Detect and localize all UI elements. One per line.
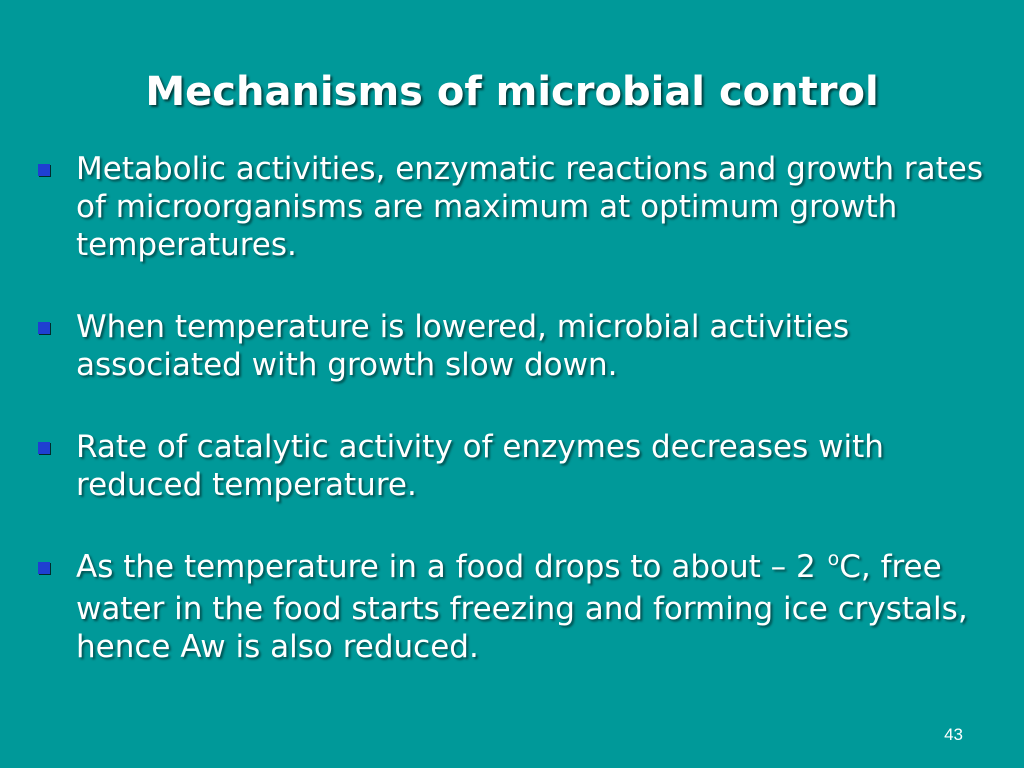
bullet-item [38, 428, 998, 504]
square-bullet-icon [38, 322, 50, 334]
bullet-text: Metabolic activities, enzymatic reactions and growth rates of microorganisms are maximum at optimum growth temperatures. [76, 151, 983, 263]
bullet-item [38, 150, 998, 264]
square-bullet-icon [38, 562, 50, 574]
square-bullet-icon [38, 442, 50, 454]
square-bullet-icon [38, 164, 50, 176]
bullet-text: When temperature is lowered, microbial activities associated with growth slow down. [76, 309, 850, 383]
bullet-item [38, 548, 998, 666]
bullet-text-after: C, free water in the food starts freezing and forming ice crystals, hence Aw is also reduced. [76, 549, 968, 665]
bullet-text-before: As the temperature in a food drops to about – 2 [76, 549, 826, 585]
bullet-list [38, 150, 998, 710]
page-number: 43 [944, 725, 963, 744]
degree-superscript: o [827, 548, 840, 570]
bullet-text: Rate of catalytic activity of enzymes decreases with reduced temperature. [76, 429, 884, 503]
bullet-item [38, 308, 998, 384]
slide-title: Mechanisms of microbial control [145, 69, 879, 115]
